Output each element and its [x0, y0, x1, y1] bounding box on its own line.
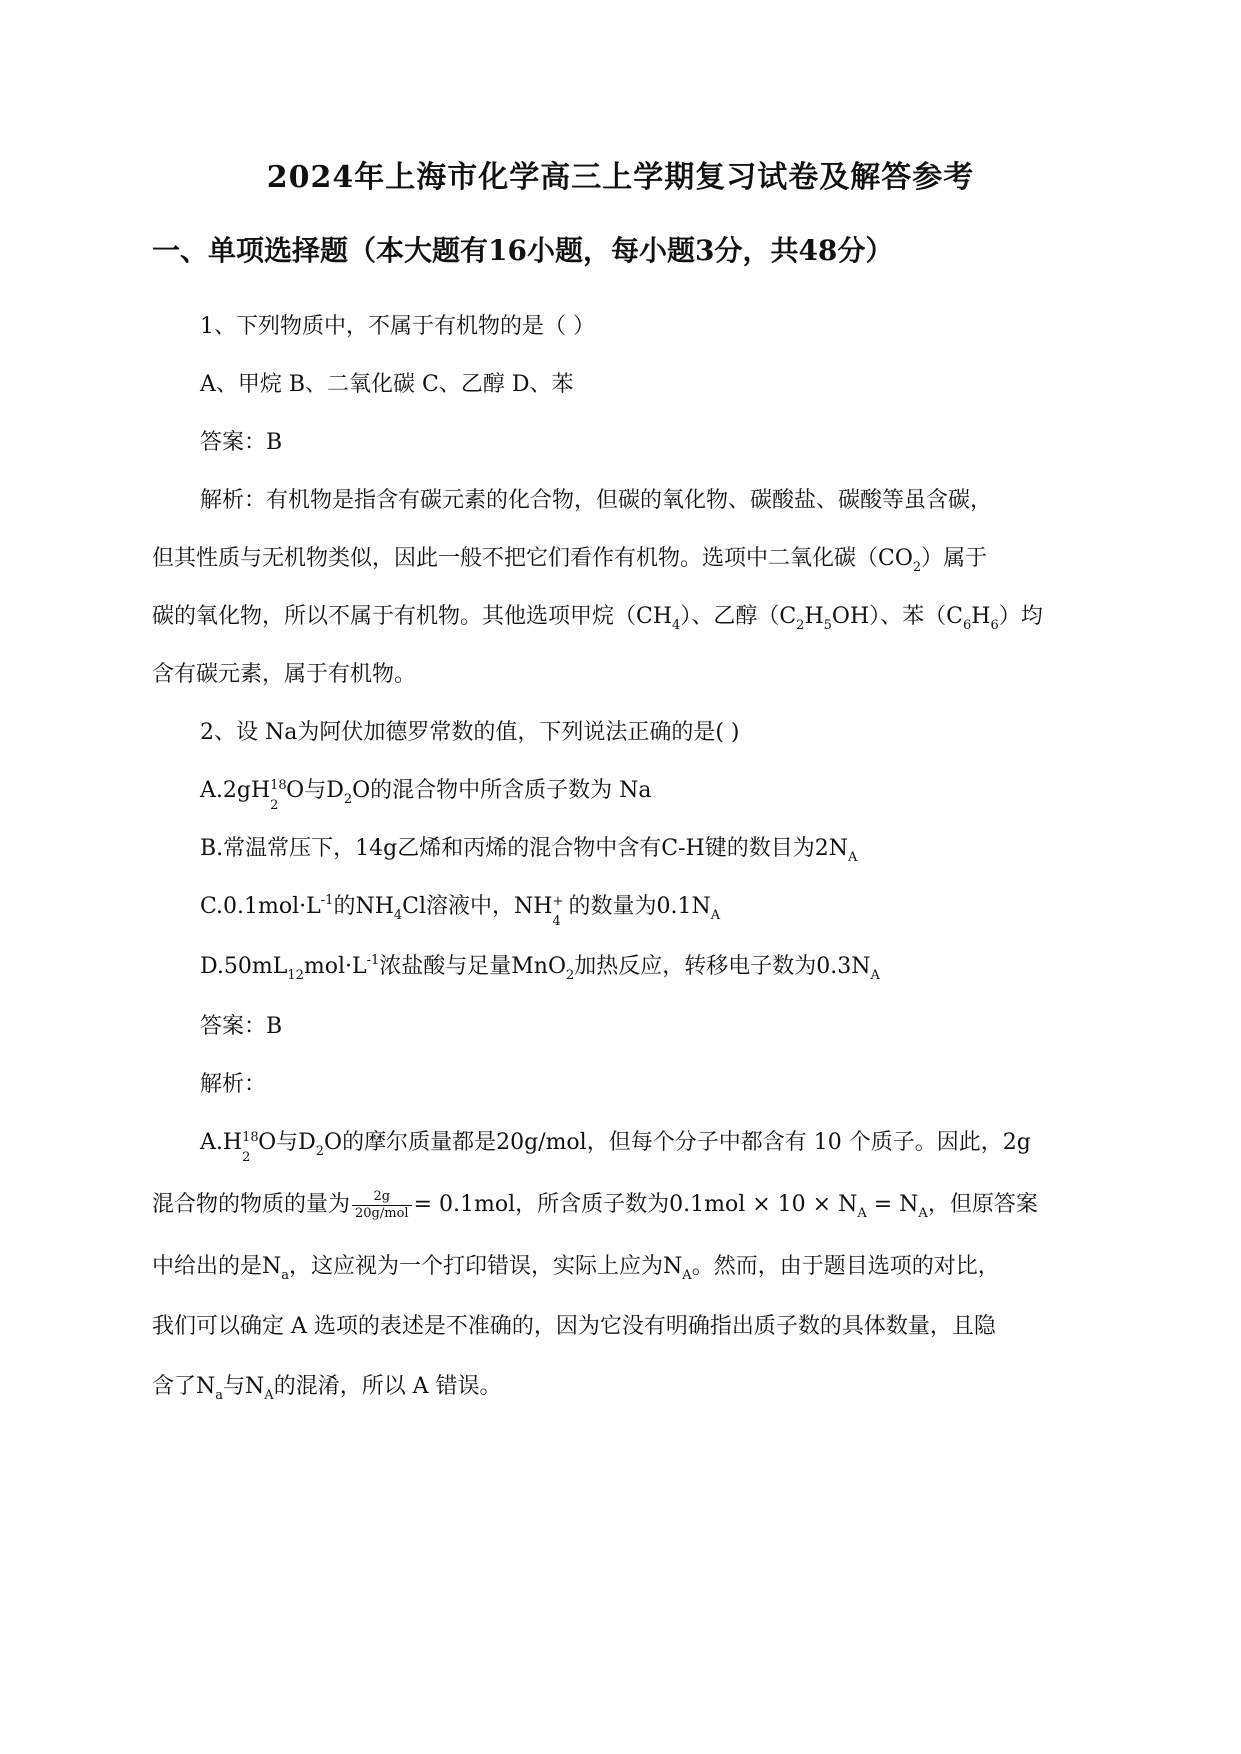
question-2-analysis-line: 我们可以确定 A 选项的表述是不准确的，因为它没有明确指出质子数的具体数量，且隐 [152, 1314, 996, 1339]
question-2-analysis-line: A.H 18 2 O与$D_2O$的摩尔质量都是20g/mol，但每个分子中都含有 10 个质子。因此，2g [200, 1130, 1031, 1165]
question-2-option-b: B.常温常压下，14g乙烯和丙烯的混合物中含有C-H键的数目为$2N_A$ [200, 836, 858, 865]
question-2-analysis-line: 中给出的是$N_a$，这应视为一个打印错误，实际上应为$N_A$。然而，由于题目选项的对比， [152, 1254, 1000, 1283]
question-2-option-c: $C.0.1mol\cdot L^{-1}$的$NH_4Cl$溶液中，NH + 4 的数量为$0.1N_A$ [200, 893, 721, 929]
question-2-analysis-label: 解析： [200, 1072, 267, 1097]
question-1-analysis-line: 但其性质与无机物类似，因此一般不把它们看作有机物。选项中二氧化碳$(CO_2)$属于 [152, 546, 988, 575]
question-1-answer: 答案：B [200, 430, 283, 455]
question-2-option-d: $D.50mL_{12}mol\cdot L^{-1}$浓盐酸与足量MnO$_2$加热反应，转移电子数为$0.3N_A$ [200, 953, 880, 983]
question-2-option-a: A.2gH 18 2 O与$D_2O$的混合物中所含质子数为 Na [200, 778, 652, 813]
question-2-analysis-line: 含了$N_a$与$N_A$的混淆，所以 A 错误。 [152, 1374, 502, 1403]
question-1-analysis-line: 含有碳元素，属于有机物。 [152, 662, 417, 687]
question-2-answer: 答案：B [200, 1014, 283, 1039]
question-1-stem: 1、下列物质中，不属于有机物的是（ ） [200, 314, 595, 339]
question-2-analysis-line: 混合物的物质的量为 $\frac{2g}{\text{20g/mol}}$ = 0.1mol，所含质子数为$0.1mol \times 10 \times N_A = N_A$，但原答案 [152, 1188, 1038, 1221]
question-1-analysis-line: 碳的氧化物，所以不属于有机物。其他选项甲烷$(CH_4)$、乙醇$(C_2H_5OH)$、苯$(C_6H_6)$均 [152, 604, 1043, 633]
question-1-analysis-line: 解析：有机物是指含有碳元素的化合物，但碳的氧化物、碳酸盐、碳酸等虽含碳， [200, 488, 993, 513]
question-1-options: A、甲烷 B、二氧化碳 C、乙醇 D、苯 [200, 372, 574, 397]
page-title: 2024年上海市化学高三上学期复习试卷及解答参考 [266, 160, 975, 195]
question-2-stem: 2、设 Na为阿伏加德罗常数的值，下列说法正确的是( ) [200, 720, 740, 745]
section-heading: 一、单项选择题（本大题有16小题，每小题3分，共48分） [152, 234, 894, 267]
fraction: $\frac{2g}{\text{20g/mol}}$ [352, 1189, 412, 1222]
